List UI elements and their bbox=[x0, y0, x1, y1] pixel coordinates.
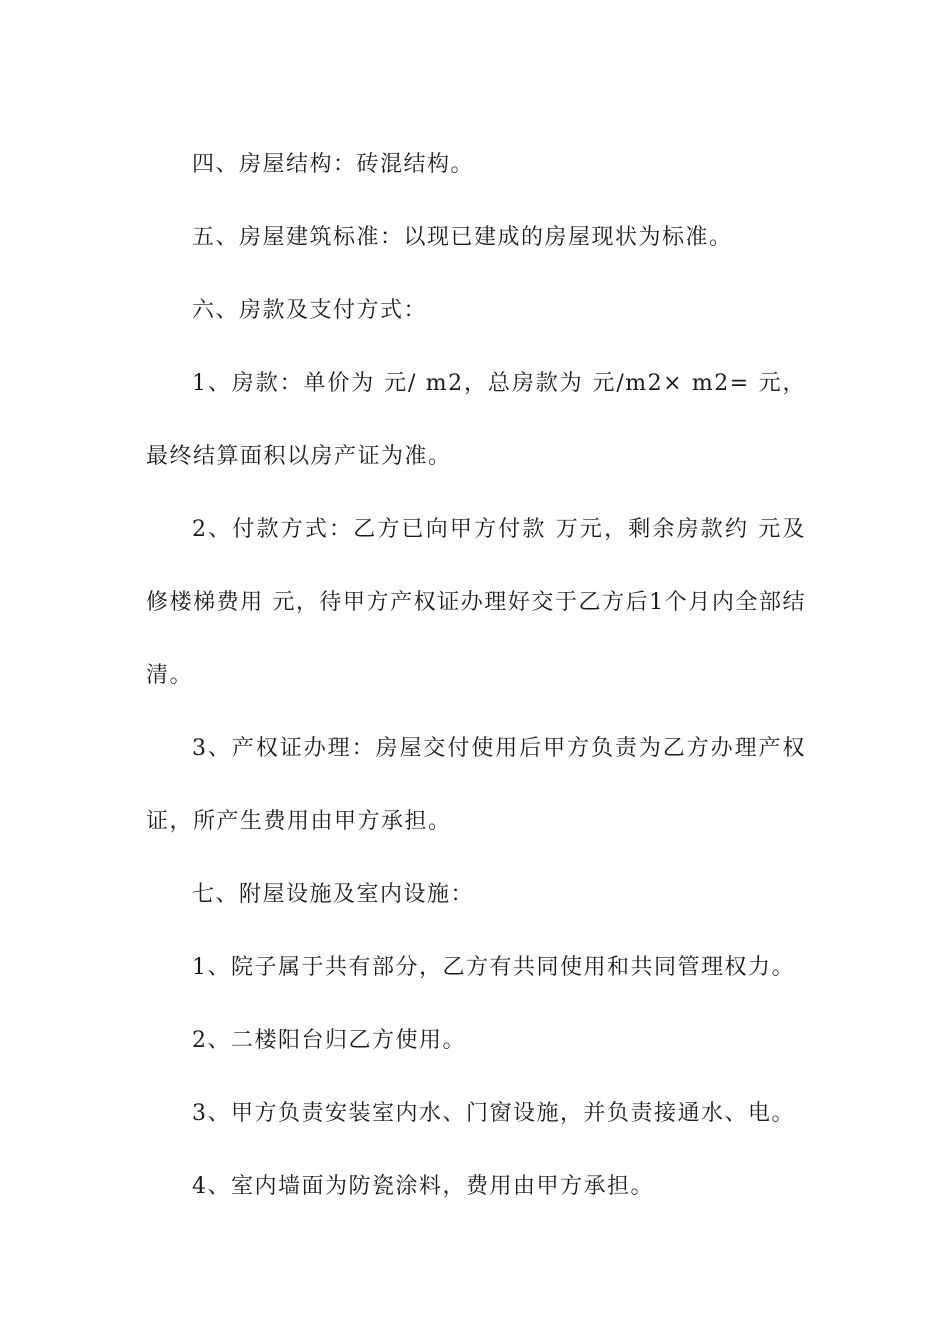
clause-6-3-certificate: 3、产权证办理：房屋交付使用后甲方负责为乙方办理产权证，所产生费用由甲方承担。 bbox=[146, 736, 806, 834]
clause-7-1-yard: 1、院子属于共有部分，乙方有共同使用和共同管理权力。 bbox=[192, 955, 795, 980]
clause-6-heading: 六、房款及支付方式： bbox=[192, 298, 428, 323]
clause-7-4-wall-coating: 4、室内墙面为防瓷涂料，费用由甲方承担。 bbox=[192, 1174, 654, 1199]
clause-6-2-payment: 2、付款方式：乙方已向甲方付款 万元，剩余房款约 元及修楼梯费用 元，待甲方产权证办理好交于乙方后1个月内全部结清。 bbox=[146, 517, 806, 688]
clause-6-1-price: 1、房款：单价为 元/ m2，总房款为 元/m2× m2= 元，最终结算面积以房产证为准。 bbox=[146, 371, 806, 469]
clause-4-structure: 四、房屋结构：砖混结构。 bbox=[192, 152, 475, 177]
clause-7-heading: 七、附屋设施及室内设施： bbox=[192, 882, 475, 907]
clause-5-building-standard: 五、房屋建筑标准：以现已建成的房屋现状为标准。 bbox=[192, 225, 733, 250]
document-body bbox=[146, 128, 806, 1223]
clause-7-2-balcony: 2、二楼阳台归乙方使用。 bbox=[192, 1028, 466, 1053]
clause-7-3-utilities: 3、甲方负责安装室内水、门窗设施，并负责接通水、电。 bbox=[192, 1101, 795, 1126]
